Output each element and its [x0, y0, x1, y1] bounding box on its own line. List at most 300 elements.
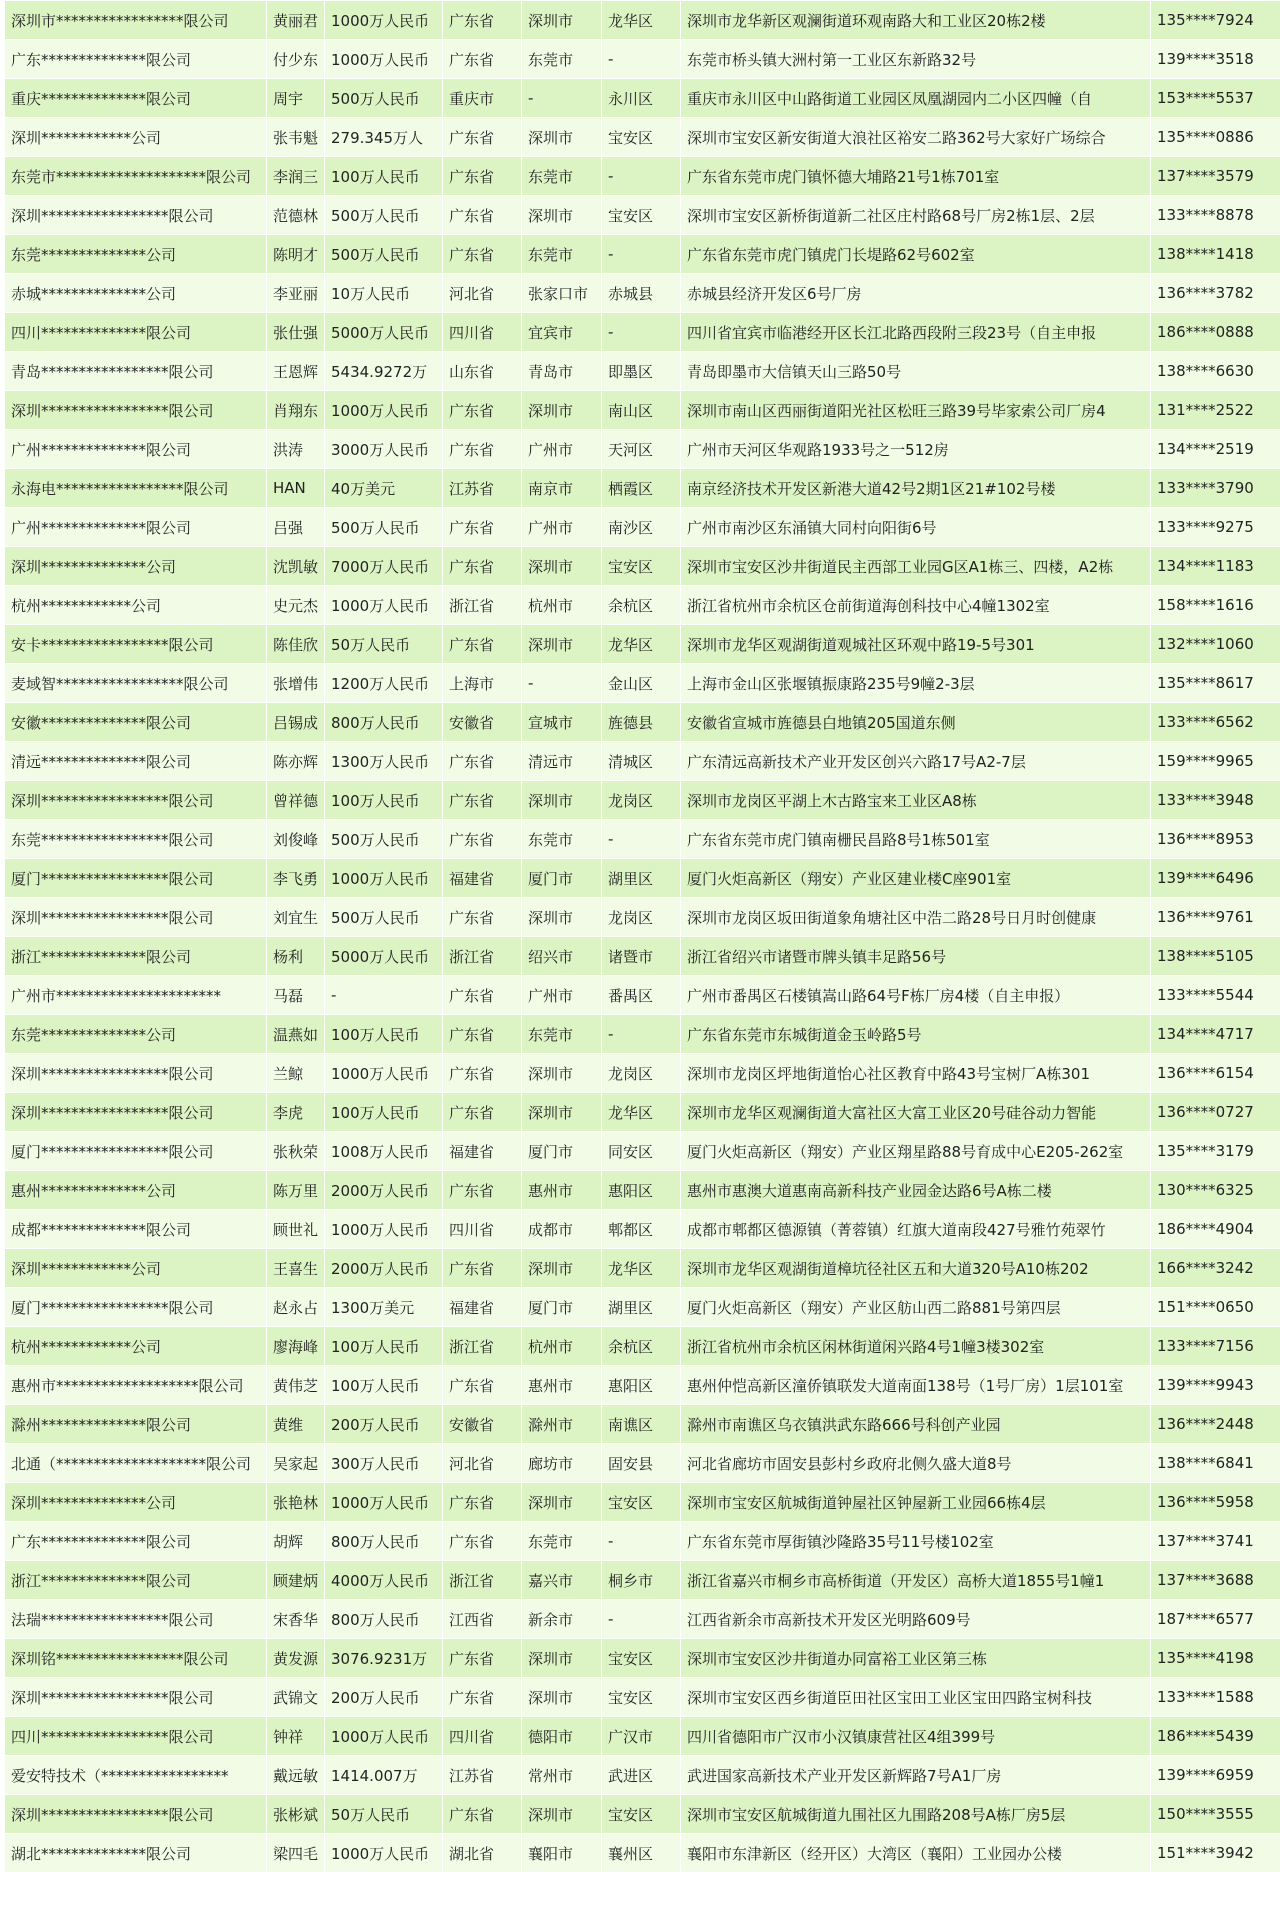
registered-capital-cell: 1414.007万	[325, 1756, 443, 1795]
city-cell: 东莞市	[522, 40, 602, 79]
address-cell: 四川省宜宾市临港经开区长江北路西段附三段23号（自主申报	[681, 313, 1151, 352]
address-cell: 广东省东莞市虎门镇怀德大埔路21号1栋701室	[681, 157, 1151, 196]
table-row	[5, 976, 1280, 1015]
legal-rep-cell: 张彬斌	[267, 1795, 325, 1834]
district-cell: -	[602, 1522, 681, 1561]
company-name-cell: 深圳市*****************限公司	[5, 1, 267, 40]
city-cell: 深圳市	[522, 391, 602, 430]
district-cell: -	[602, 1600, 681, 1639]
city-cell: 杭州市	[522, 1327, 602, 1366]
legal-rep-cell: 王恩辉	[267, 352, 325, 391]
province-cell: 安徽省	[443, 1405, 522, 1444]
table-row	[5, 820, 1280, 859]
phone-cell: 136****9761	[1151, 898, 1280, 937]
table-row	[5, 1132, 1280, 1171]
legal-rep-cell: 宋香华	[267, 1600, 325, 1639]
province-cell: 广东省	[443, 235, 522, 274]
province-cell: 浙江省	[443, 937, 522, 976]
company-name-cell: 深圳*****************限公司	[5, 1054, 267, 1093]
registered-capital-cell: 3000万人民币	[325, 430, 443, 469]
registered-capital-cell: 500万人民币	[325, 820, 443, 859]
city-cell: -	[522, 79, 602, 118]
address-cell: 重庆市永川区中山路街道工业园区凤凰湖园内二小区四幢（自	[681, 79, 1151, 118]
registered-capital-cell: 100万人民币	[325, 1327, 443, 1366]
address-cell: 深圳市宝安区沙井街道办同富裕工业区第三栋	[681, 1639, 1151, 1678]
table-row	[5, 79, 1280, 118]
table-row	[5, 1093, 1280, 1132]
table-row	[5, 1717, 1280, 1756]
address-cell: 滁州市南谯区乌衣镇洪武东路666号科创产业园	[681, 1405, 1151, 1444]
company-name-cell: 深圳**************公司	[5, 547, 267, 586]
phone-cell: 134****4717	[1151, 1015, 1280, 1054]
registered-capital-cell: 1000万人民币	[325, 1054, 443, 1093]
district-cell: 湖里区	[602, 859, 681, 898]
company-name-cell: 东莞*****************限公司	[5, 820, 267, 859]
table-row	[5, 235, 1280, 274]
legal-rep-cell: 陈亦辉	[267, 742, 325, 781]
company-name-cell: 四川*****************限公司	[5, 1717, 267, 1756]
legal-rep-cell: 张仕强	[267, 313, 325, 352]
table-body	[5, 1, 1280, 1873]
address-cell: 深圳市龙华区观湖街道观城社区环观中路19-5号301	[681, 625, 1151, 664]
legal-rep-cell: 吴家起	[267, 1444, 325, 1483]
province-cell: 浙江省	[443, 1327, 522, 1366]
registered-capital-cell: 1008万人民币	[325, 1132, 443, 1171]
registered-capital-cell: 200万人民币	[325, 1678, 443, 1717]
registered-capital-cell: 5000万人民币	[325, 313, 443, 352]
province-cell: 上海市	[443, 664, 522, 703]
table-row	[5, 547, 1280, 586]
table-row	[5, 625, 1280, 664]
district-cell: 武进区	[602, 1756, 681, 1795]
table-row	[5, 1834, 1280, 1873]
province-cell: 广东省	[443, 1639, 522, 1678]
address-cell: 上海市金山区张堰镇振康路235号9幢2-3层	[681, 664, 1151, 703]
company-name-cell: 深圳*****************限公司	[5, 781, 267, 820]
registered-capital-cell: 5000万人民币	[325, 937, 443, 976]
phone-cell: 136****2448	[1151, 1405, 1280, 1444]
city-cell: 新余市	[522, 1600, 602, 1639]
registered-capital-cell: 800万人民币	[325, 1600, 443, 1639]
province-cell: 广东省	[443, 820, 522, 859]
address-cell: 深圳市龙华新区观澜街道环观南路大和工业区20栋2楼	[681, 1, 1151, 40]
company-name-cell: 深圳*****************限公司	[5, 1678, 267, 1717]
company-name-cell: 深圳**************公司	[5, 1483, 267, 1522]
district-cell: 宝安区	[602, 1483, 681, 1522]
table-row	[5, 1327, 1280, 1366]
province-cell: 河北省	[443, 1444, 522, 1483]
registered-capital-cell: 2000万人民币	[325, 1249, 443, 1288]
phone-cell: 139****6959	[1151, 1756, 1280, 1795]
table-row	[5, 1522, 1280, 1561]
legal-rep-cell: 顾世礼	[267, 1210, 325, 1249]
company-name-cell: 广东**************限公司	[5, 1522, 267, 1561]
address-cell: 广东省东莞市厚街镇沙隆路35号11号楼102室	[681, 1522, 1151, 1561]
city-cell: 南京市	[522, 469, 602, 508]
district-cell: 旌德县	[602, 703, 681, 742]
legal-rep-cell: 黄维	[267, 1405, 325, 1444]
legal-rep-cell: 顾建炳	[267, 1561, 325, 1600]
district-cell: 南沙区	[602, 508, 681, 547]
phone-cell: 136****6154	[1151, 1054, 1280, 1093]
address-cell: 东莞市桥头镇大洲村第一工业区东新路32号	[681, 40, 1151, 79]
province-cell: 安徽省	[443, 703, 522, 742]
phone-cell: 133****1588	[1151, 1678, 1280, 1717]
registered-capital-cell: 800万人民币	[325, 703, 443, 742]
district-cell: 诸暨市	[602, 937, 681, 976]
company-name-cell: 厦门*****************限公司	[5, 1132, 267, 1171]
table-row	[5, 118, 1280, 157]
company-name-cell: 赤城**************公司	[5, 274, 267, 313]
province-cell: 江西省	[443, 1600, 522, 1639]
company-name-cell: 深圳*****************限公司	[5, 391, 267, 430]
city-cell: 深圳市	[522, 1, 602, 40]
phone-cell: 130****6325	[1151, 1171, 1280, 1210]
table-row	[5, 391, 1280, 430]
address-cell: 成都市郫都区德源镇（菁蓉镇）红旗大道南段427号雅竹苑翠竹	[681, 1210, 1151, 1249]
district-cell: 龙岗区	[602, 898, 681, 937]
table-row	[5, 586, 1280, 625]
legal-rep-cell: 吕锡成	[267, 703, 325, 742]
phone-cell: 135****0886	[1151, 118, 1280, 157]
registered-capital-cell: 800万人民币	[325, 1522, 443, 1561]
table-row	[5, 469, 1280, 508]
district-cell: 宝安区	[602, 1639, 681, 1678]
province-cell: 四川省	[443, 1210, 522, 1249]
registered-capital-cell: 500万人民币	[325, 196, 443, 235]
legal-rep-cell: 李亚丽	[267, 274, 325, 313]
table-row	[5, 898, 1280, 937]
company-name-cell: 四川**************限公司	[5, 313, 267, 352]
phone-cell: 134****1183	[1151, 547, 1280, 586]
company-name-cell: 北通（********************限公司	[5, 1444, 267, 1483]
legal-rep-cell: 廖海峰	[267, 1327, 325, 1366]
address-cell: 深圳市宝安区新桥街道新二社区庄村路68号厂房2栋1层、2层	[681, 196, 1151, 235]
table-row	[5, 1015, 1280, 1054]
phone-cell: 137****3741	[1151, 1522, 1280, 1561]
table-row	[5, 1249, 1280, 1288]
registered-capital-cell: 1000万人民币	[325, 586, 443, 625]
city-cell: 深圳市	[522, 196, 602, 235]
registered-capital-cell: 100万人民币	[325, 157, 443, 196]
address-cell: 武进国家高新技术产业开发区新辉路7号A1厂房	[681, 1756, 1151, 1795]
city-cell: 广州市	[522, 508, 602, 547]
registered-capital-cell: 1300万人民币	[325, 742, 443, 781]
address-cell: 四川省德阳市广汉市小汉镇康营社区4组399号	[681, 1717, 1151, 1756]
phone-cell: 158****1616	[1151, 586, 1280, 625]
registered-capital-cell: 1000万人民币	[325, 1717, 443, 1756]
table-row	[5, 508, 1280, 547]
legal-rep-cell: HAN	[267, 469, 325, 508]
registered-capital-cell: 1300万美元	[325, 1288, 443, 1327]
legal-rep-cell: 陈万里	[267, 1171, 325, 1210]
company-name-cell: 清远**************限公司	[5, 742, 267, 781]
province-cell: 广东省	[443, 1, 522, 40]
registered-capital-cell: 7000万人民币	[325, 547, 443, 586]
company-name-cell: 永海电*****************限公司	[5, 469, 267, 508]
company-name-cell: 东莞**************公司	[5, 235, 267, 274]
district-cell: 天河区	[602, 430, 681, 469]
address-cell: 浙江省绍兴市诸暨市牌头镇丰足路56号	[681, 937, 1151, 976]
city-cell: 常州市	[522, 1756, 602, 1795]
phone-cell: 133****3948	[1151, 781, 1280, 820]
province-cell: 广东省	[443, 1171, 522, 1210]
table-row	[5, 1444, 1280, 1483]
company-name-cell: 惠州市*******************限公司	[5, 1366, 267, 1405]
district-cell: 赤城县	[602, 274, 681, 313]
district-cell: 龙华区	[602, 1, 681, 40]
district-cell: 惠阳区	[602, 1366, 681, 1405]
registered-capital-cell: 4000万人民币	[325, 1561, 443, 1600]
company-name-cell: 东莞市********************限公司	[5, 157, 267, 196]
address-cell: 深圳市龙华区观澜街道大富社区大富工业区20号硅谷动力智能	[681, 1093, 1151, 1132]
phone-cell: 132****1060	[1151, 625, 1280, 664]
city-cell: 深圳市	[522, 1678, 602, 1717]
table-row	[5, 742, 1280, 781]
company-name-cell: 广州市**********************	[5, 976, 267, 1015]
phone-cell: 151****0650	[1151, 1288, 1280, 1327]
legal-rep-cell: 史元杰	[267, 586, 325, 625]
company-name-cell: 广东**************限公司	[5, 40, 267, 79]
city-cell: 绍兴市	[522, 937, 602, 976]
registered-capital-cell: 40万美元	[325, 469, 443, 508]
table-row	[5, 664, 1280, 703]
address-cell: 厦门火炬高新区（翔安）产业区舫山西二路881号第四层	[681, 1288, 1151, 1327]
phone-cell: 133****7156	[1151, 1327, 1280, 1366]
city-cell: 杭州市	[522, 586, 602, 625]
district-cell: 宝安区	[602, 547, 681, 586]
address-cell: 深圳市宝安区航城街道九围社区九围路208号A栋厂房5层	[681, 1795, 1151, 1834]
province-cell: 广东省	[443, 1015, 522, 1054]
address-cell: 深圳市宝安区航城街道钟屋社区钟屋新工业园66栋4层	[681, 1483, 1151, 1522]
phone-cell: 136****8953	[1151, 820, 1280, 859]
province-cell: 广东省	[443, 1366, 522, 1405]
address-cell: 广州市南沙区东涌镇大同村向阳街6号	[681, 508, 1151, 547]
phone-cell: 134****2519	[1151, 430, 1280, 469]
district-cell: -	[602, 235, 681, 274]
company-table	[4, 0, 1280, 1873]
city-cell: 深圳市	[522, 781, 602, 820]
district-cell: -	[602, 1015, 681, 1054]
registered-capital-cell: -	[325, 976, 443, 1015]
address-cell: 厦门火炬高新区（翔安）产业区建业楼C座901室	[681, 859, 1151, 898]
table-row	[5, 1483, 1280, 1522]
province-cell: 广东省	[443, 196, 522, 235]
legal-rep-cell: 曾祥德	[267, 781, 325, 820]
city-cell: 东莞市	[522, 1015, 602, 1054]
district-cell: 金山区	[602, 664, 681, 703]
district-cell: -	[602, 820, 681, 859]
registered-capital-cell: 279.345万人	[325, 118, 443, 157]
address-cell: 广东清远高新技术产业开发区创兴六路17号A2-7层	[681, 742, 1151, 781]
phone-cell: 159****9965	[1151, 742, 1280, 781]
district-cell: 宝安区	[602, 1678, 681, 1717]
city-cell: 德阳市	[522, 1717, 602, 1756]
table-row	[5, 1, 1280, 40]
legal-rep-cell: 李飞勇	[267, 859, 325, 898]
company-name-cell: 广州**************限公司	[5, 430, 267, 469]
legal-rep-cell: 赵永占	[267, 1288, 325, 1327]
phone-cell: 135****4198	[1151, 1639, 1280, 1678]
table-row	[5, 703, 1280, 742]
district-cell: -	[602, 157, 681, 196]
city-cell: 东莞市	[522, 1522, 602, 1561]
table-row	[5, 1795, 1280, 1834]
district-cell: 龙华区	[602, 625, 681, 664]
phone-cell: 186****5439	[1151, 1717, 1280, 1756]
city-cell: 东莞市	[522, 820, 602, 859]
company-name-cell: 广州**************限公司	[5, 508, 267, 547]
registered-capital-cell: 1000万人民币	[325, 40, 443, 79]
phone-cell: 136****3782	[1151, 274, 1280, 313]
table-row	[5, 1054, 1280, 1093]
district-cell: 湖里区	[602, 1288, 681, 1327]
address-cell: 深圳市龙岗区平湖上木古路宝来工业区A8栋	[681, 781, 1151, 820]
city-cell: 厦门市	[522, 859, 602, 898]
province-cell: 广东省	[443, 508, 522, 547]
province-cell: 广东省	[443, 976, 522, 1015]
city-cell: 东莞市	[522, 235, 602, 274]
address-cell: 深圳市龙华区观湖街道樟坑径社区五和大道320号A10栋202	[681, 1249, 1151, 1288]
district-cell: -	[602, 40, 681, 79]
address-cell: 广州市天河区华观路1933号之一512房	[681, 430, 1151, 469]
address-cell: 深圳市宝安区沙井街道民主西部工业园G区A1栋三、四楼，A2栋	[681, 547, 1151, 586]
registered-capital-cell: 200万人民币	[325, 1405, 443, 1444]
company-name-cell: 深圳*****************限公司	[5, 898, 267, 937]
table-row	[5, 1756, 1280, 1795]
table-row	[5, 430, 1280, 469]
legal-rep-cell: 付少东	[267, 40, 325, 79]
legal-rep-cell: 兰鲸	[267, 1054, 325, 1093]
city-cell: 广州市	[522, 976, 602, 1015]
table-row	[5, 313, 1280, 352]
table-row	[5, 352, 1280, 391]
company-name-cell: 安卡*****************限公司	[5, 625, 267, 664]
district-cell: 清城区	[602, 742, 681, 781]
city-cell: 惠州市	[522, 1366, 602, 1405]
district-cell: 襄州区	[602, 1834, 681, 1873]
address-cell: 深圳市宝安区新安街道大浪社区裕安二路362号大家好广场综合	[681, 118, 1151, 157]
address-cell: 深圳市南山区西丽街道阳光社区松旺三路39号毕家索公司厂房4	[681, 391, 1151, 430]
province-cell: 浙江省	[443, 1561, 522, 1600]
district-cell: 同安区	[602, 1132, 681, 1171]
city-cell: 厦门市	[522, 1288, 602, 1327]
city-cell: 深圳市	[522, 1054, 602, 1093]
company-name-cell: 惠州**************公司	[5, 1171, 267, 1210]
phone-cell: 133****3790	[1151, 469, 1280, 508]
city-cell: 青岛市	[522, 352, 602, 391]
company-name-cell: 深圳*****************限公司	[5, 196, 267, 235]
city-cell: 深圳市	[522, 898, 602, 937]
province-cell: 广东省	[443, 157, 522, 196]
city-cell: -	[522, 664, 602, 703]
province-cell: 广东省	[443, 742, 522, 781]
province-cell: 广东省	[443, 1678, 522, 1717]
registered-capital-cell: 500万人民币	[325, 79, 443, 118]
registered-capital-cell: 50万人民币	[325, 1795, 443, 1834]
legal-rep-cell: 李虎	[267, 1093, 325, 1132]
registered-capital-cell: 100万人民币	[325, 1093, 443, 1132]
registered-capital-cell: 5434.9272万	[325, 352, 443, 391]
legal-rep-cell: 钟祥	[267, 1717, 325, 1756]
registered-capital-cell: 300万人民币	[325, 1444, 443, 1483]
city-cell: 襄阳市	[522, 1834, 602, 1873]
province-cell: 重庆市	[443, 79, 522, 118]
address-cell: 浙江省杭州市余杭区闲林街道闲兴路4号1幢3楼302室	[681, 1327, 1151, 1366]
phone-cell: 138****6630	[1151, 352, 1280, 391]
company-name-cell: 深圳************公司	[5, 1249, 267, 1288]
phone-cell: 137****3688	[1151, 1561, 1280, 1600]
province-cell: 广东省	[443, 1093, 522, 1132]
phone-cell: 135****8617	[1151, 664, 1280, 703]
city-cell: 张家口市	[522, 274, 602, 313]
company-table-wrapper	[4, 0, 1280, 1873]
table-row	[5, 1561, 1280, 1600]
phone-cell: 151****3942	[1151, 1834, 1280, 1873]
phone-cell: 135****7924	[1151, 1, 1280, 40]
table-row	[5, 274, 1280, 313]
table-row	[5, 1210, 1280, 1249]
legal-rep-cell: 范德林	[267, 196, 325, 235]
registered-capital-cell: 10万人民币	[325, 274, 443, 313]
district-cell: 番禺区	[602, 976, 681, 1015]
district-cell: 龙华区	[602, 1093, 681, 1132]
company-name-cell: 深圳铭*****************限公司	[5, 1639, 267, 1678]
registered-capital-cell: 1000万人民币	[325, 1, 443, 40]
address-cell: 深圳市宝安区西乡街道臣田社区宝田工业区宝田四路宝树科技	[681, 1678, 1151, 1717]
table-row	[5, 1405, 1280, 1444]
address-cell: 广州市番禺区石楼镇嵩山路64号F栋厂房4楼（自主申报）	[681, 976, 1151, 1015]
registered-capital-cell: 50万人民币	[325, 625, 443, 664]
address-cell: 广东省东莞市虎门镇虎门长堤路62号602室	[681, 235, 1151, 274]
district-cell: 固安县	[602, 1444, 681, 1483]
registered-capital-cell: 100万人民币	[325, 1015, 443, 1054]
legal-rep-cell: 李润三	[267, 157, 325, 196]
company-name-cell: 青岛*****************限公司	[5, 352, 267, 391]
phone-cell: 135****3179	[1151, 1132, 1280, 1171]
province-cell: 广东省	[443, 898, 522, 937]
province-cell: 江苏省	[443, 1756, 522, 1795]
phone-cell: 136****0727	[1151, 1093, 1280, 1132]
address-cell: 惠州仲恺高新区潼侨镇联发大道南面138号（1号厂房）1层101室	[681, 1366, 1151, 1405]
phone-cell: 136****5958	[1151, 1483, 1280, 1522]
district-cell: 南谯区	[602, 1405, 681, 1444]
address-cell: 广东省东莞市虎门镇南栅民昌路8号1栋501室	[681, 820, 1151, 859]
legal-rep-cell: 杨利	[267, 937, 325, 976]
city-cell: 深圳市	[522, 1639, 602, 1678]
company-name-cell: 安徽**************限公司	[5, 703, 267, 742]
city-cell: 清远市	[522, 742, 602, 781]
registered-capital-cell: 3076.9231万	[325, 1639, 443, 1678]
company-name-cell: 深圳*****************限公司	[5, 1795, 267, 1834]
city-cell: 深圳市	[522, 1483, 602, 1522]
company-name-cell: 厦门*****************限公司	[5, 1288, 267, 1327]
address-cell: 广东省东莞市东城街道金玉岭路5号	[681, 1015, 1151, 1054]
address-cell: 河北省廊坊市固安县彭村乡政府北侧久盛大道8号	[681, 1444, 1151, 1483]
company-name-cell: 浙江**************限公司	[5, 1561, 267, 1600]
city-cell: 廊坊市	[522, 1444, 602, 1483]
legal-rep-cell: 张艳林	[267, 1483, 325, 1522]
phone-cell: 138****6841	[1151, 1444, 1280, 1483]
district-cell: 栖霞区	[602, 469, 681, 508]
district-cell: 永川区	[602, 79, 681, 118]
address-cell: 深圳市龙岗区坂田街道象角塘社区中浩二路28号日月时创健康	[681, 898, 1151, 937]
registered-capital-cell: 1000万人民币	[325, 1210, 443, 1249]
province-cell: 河北省	[443, 274, 522, 313]
legal-rep-cell: 张韦魁	[267, 118, 325, 157]
province-cell: 广东省	[443, 1522, 522, 1561]
phone-cell: 150****3555	[1151, 1795, 1280, 1834]
